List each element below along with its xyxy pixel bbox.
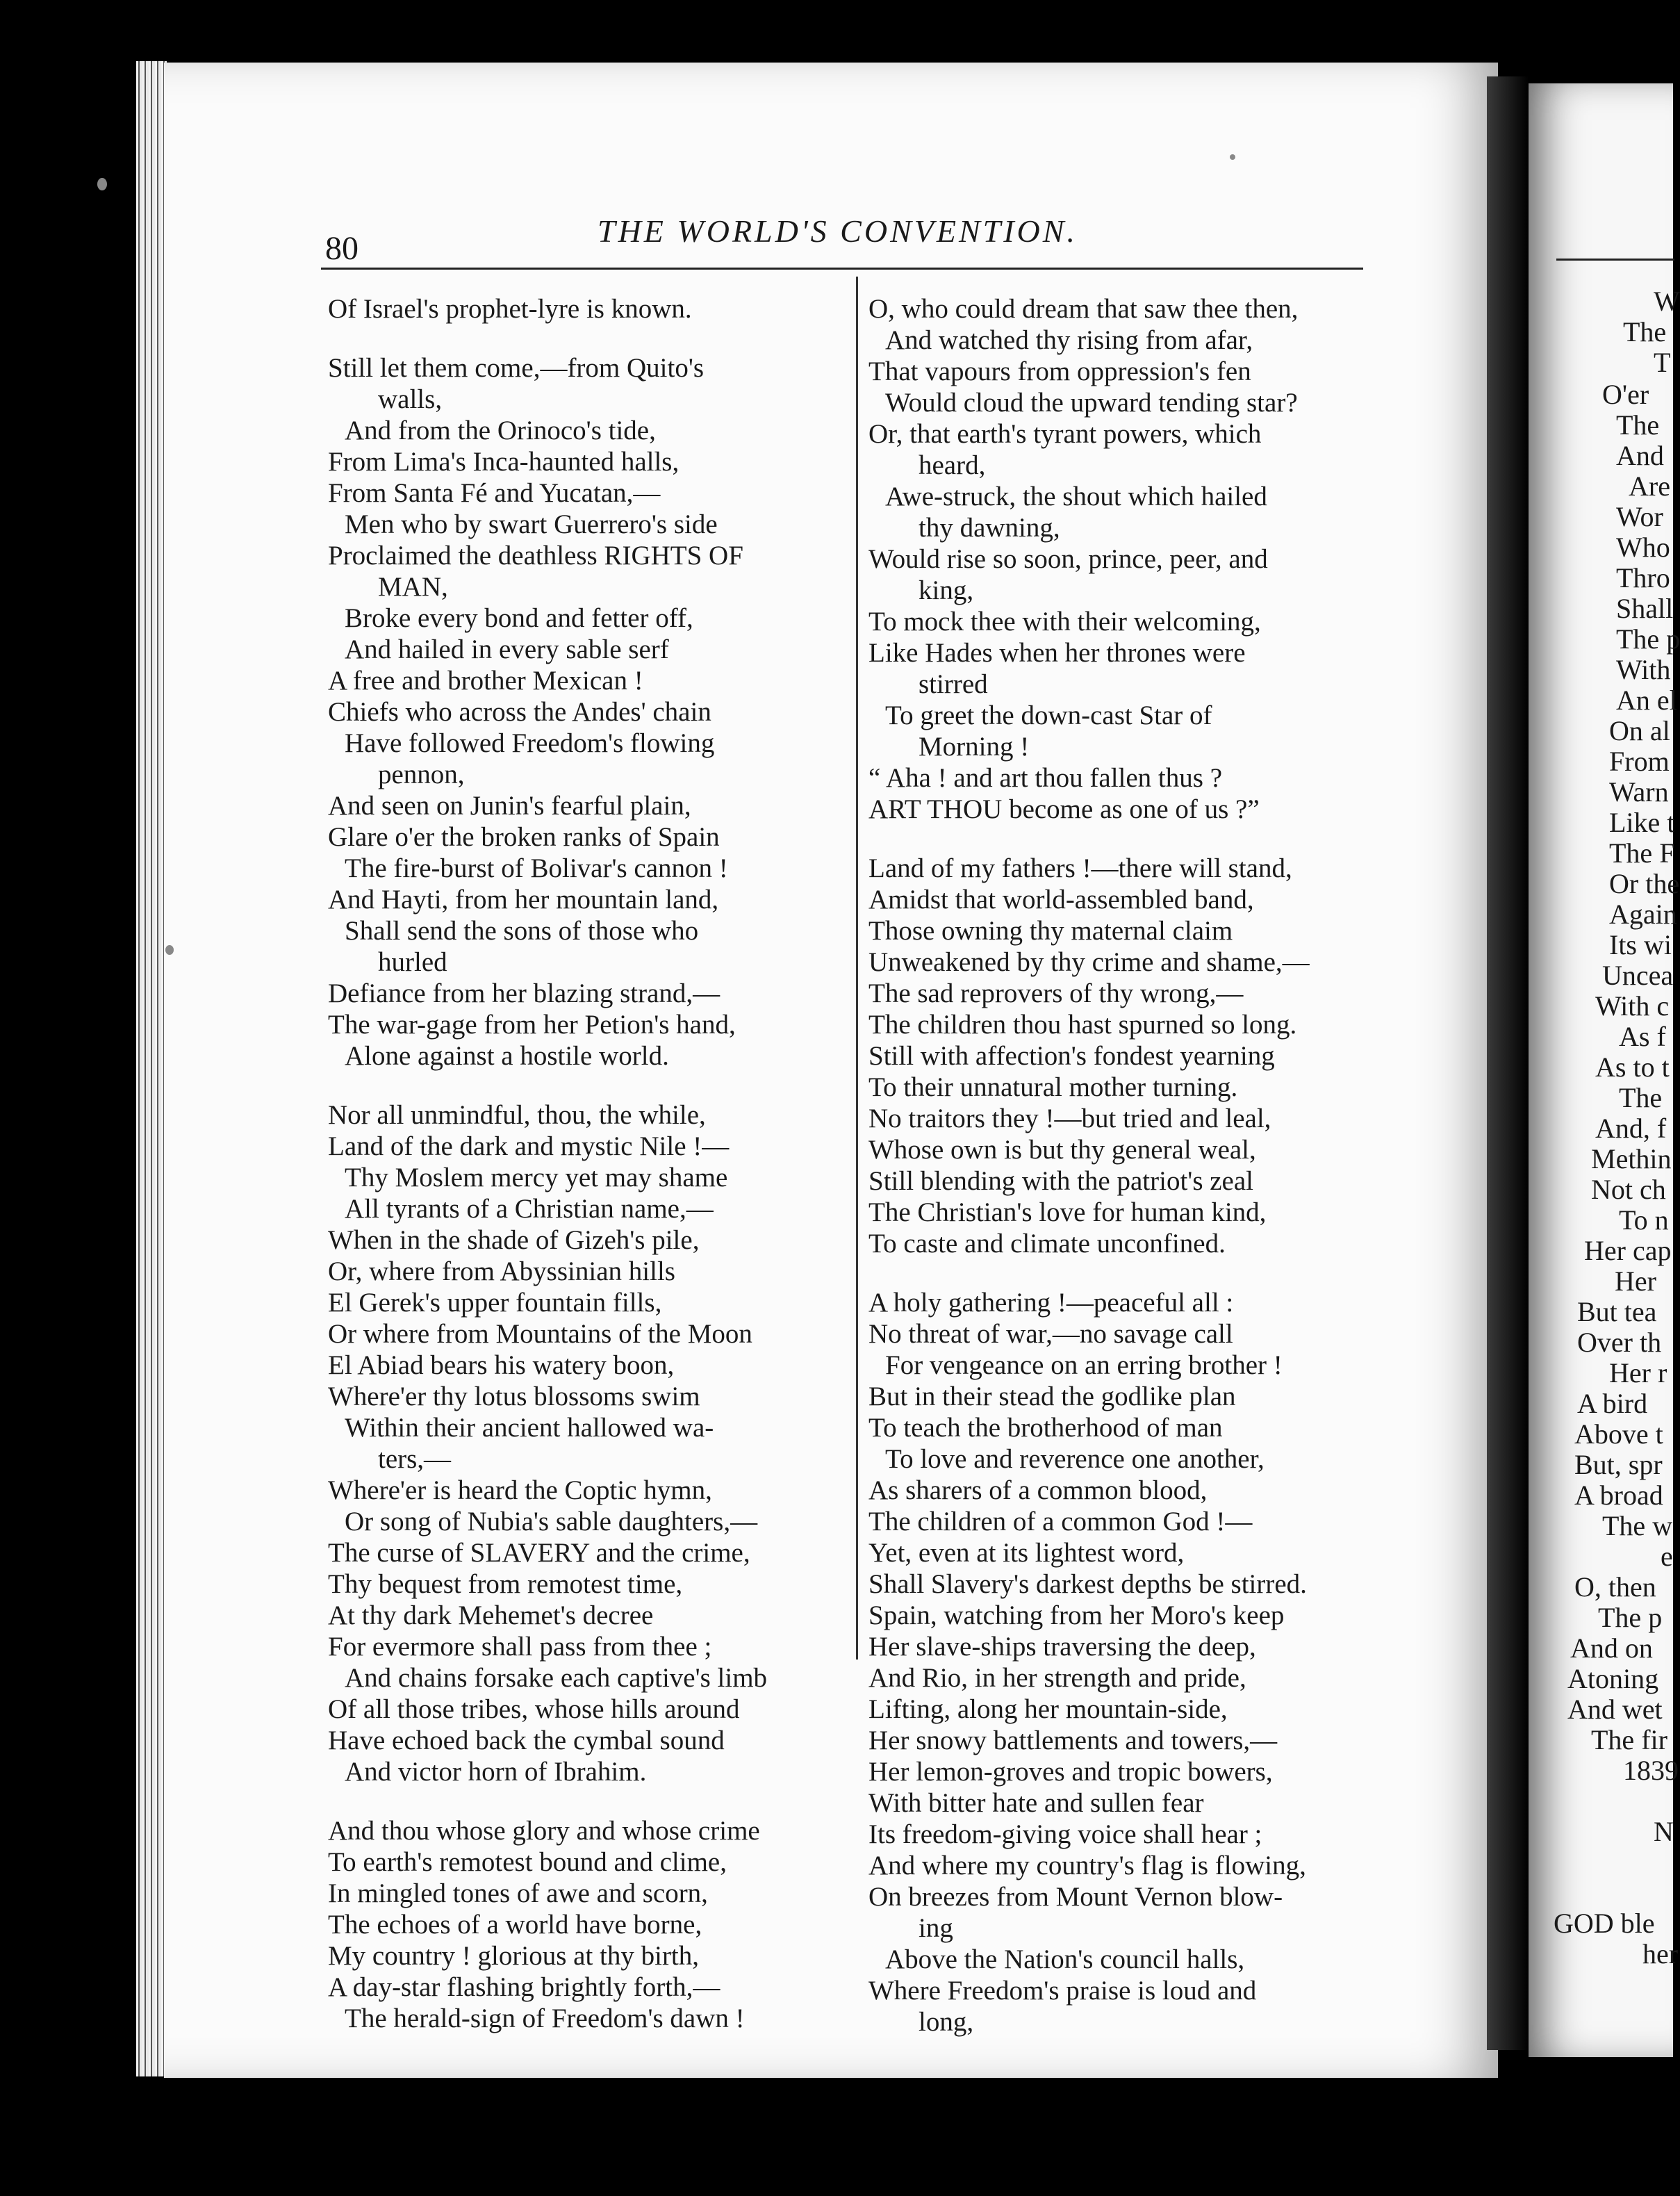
verse-line: Thy Moslem mercy yet may shame — [345, 1163, 728, 1193]
verse-line: No threat of war,—no savage call — [868, 1319, 1233, 1349]
verse-line: Whose own is but thy general weal, — [868, 1135, 1256, 1165]
right-column — [868, 293, 1410, 2038]
facing-page-fragment: GOD ble — [1554, 1908, 1655, 1939]
verse-line: Nor all unmindful, thou, the while, — [328, 1100, 706, 1130]
facing-page-fragment: And, f — [1595, 1113, 1667, 1144]
verse-line: Land of the dark and mystic Nile !— — [328, 1131, 730, 1161]
stanza-break — [328, 325, 856, 352]
verse-line: Or, that earth's tyrant powers, which — [868, 419, 1262, 449]
verse-line: “ Aha ! and art thou fallen thus ? — [868, 763, 1222, 793]
header-rule — [321, 268, 1363, 270]
verse-line: Spain, watching from her Moro's keep — [868, 1600, 1285, 1630]
verse-line: The sad reprovers of thy wrong,— — [868, 978, 1244, 1008]
verse-line: To greet the down-cast Star of — [885, 700, 1212, 730]
facing-page-fragment: Who — [1616, 532, 1670, 563]
facing-page-fragment: Methin — [1591, 1143, 1672, 1174]
facing-page-fragment: As f — [1619, 1021, 1666, 1052]
facing-page-fragment: Wor — [1616, 501, 1663, 532]
verse-line: king, — [919, 575, 974, 605]
facing-page-fragment: 1839 — [1623, 1755, 1679, 1786]
verse-line: MAN, — [378, 572, 448, 602]
facing-page-fragment: From — [1609, 746, 1670, 777]
verse-line: All tyrants of a Christian name,— — [345, 1194, 714, 1224]
verse-line: And Hayti, from her mountain land, — [328, 885, 719, 915]
verse-line: The Christian's love for human kind, — [868, 1197, 1267, 1227]
verse-line: From Lima's Inca-haunted halls, — [328, 447, 680, 477]
verse-line: The children thou hast spurned so long. — [868, 1010, 1297, 1040]
facing-page-fragment: Shall — [1616, 593, 1674, 624]
verse-line: Above the Nation's council halls, — [885, 1944, 1245, 1974]
verse-line: Amidst that world-assembled band, — [868, 885, 1254, 915]
verse-line: Her slave-ships traversing the deep, — [868, 1632, 1256, 1662]
verse-line: Or where from Mountains of the Moon — [328, 1319, 752, 1349]
verse-line: When in the shade of Gizeh's pile, — [328, 1225, 700, 1255]
facing-page-fragment: Her cap — [1584, 1235, 1672, 1266]
verse-line: The curse of SLAVERY and the crime, — [328, 1538, 750, 1568]
verse-line: And watched thy rising from afar, — [885, 325, 1253, 355]
facing-page-fragment: The p — [1598, 1602, 1663, 1633]
facing-page-fragment: O'er — [1602, 379, 1649, 410]
verse-line: A free and brother Mexican ! — [328, 666, 643, 696]
verse-line: The fire-burst of Bolivar's cannon ! — [345, 853, 728, 883]
verse-line: On breezes from Mount Vernon blow- — [868, 1882, 1283, 1912]
verse-line: El Gerek's upper fountain fills, — [328, 1288, 662, 1318]
verse-line: To mock thee with their welcoming, — [868, 607, 1261, 637]
verse-line: Morning ! — [919, 732, 1030, 762]
verse-line: To teach the brotherhood of man — [868, 1413, 1223, 1443]
verse-line: Still with affection's fondest yearning — [868, 1041, 1275, 1071]
verse-line: From Santa Fé and Yucatan,— — [328, 478, 661, 508]
verse-line: walls, — [378, 384, 443, 414]
verse-line: Still blending with the patriot's zeal — [868, 1166, 1254, 1196]
verse-line: A holy gathering !—peaceful all : — [868, 1288, 1234, 1318]
verse-line: Thy bequest from remotest time, — [328, 1569, 683, 1599]
verse-line: Have followed Freedom's flowing — [345, 728, 715, 758]
facing-page-fragment: With — [1616, 654, 1671, 685]
verse-line: And victor horn of Ibrahim. — [345, 1757, 647, 1787]
verse-line: As sharers of a common blood, — [868, 1475, 1208, 1505]
verse-line: To their unnatural mother turning. — [868, 1072, 1238, 1102]
stanza-break — [868, 1259, 1410, 1287]
verse-line: My country ! glorious at thy birth, — [328, 1941, 700, 1971]
stanza-break — [328, 1072, 856, 1099]
verse-line: Glare o'er the broken ranks of Spain — [328, 822, 720, 852]
verse-line: That vapours from oppression's fen — [868, 357, 1251, 386]
verse-line: Or song of Nubia's sable daughters,— — [345, 1507, 758, 1537]
left-column — [328, 293, 856, 2034]
facing-page-fragment: W — [1654, 286, 1680, 317]
verse-line: Chiefs who across the Andes' chain — [328, 697, 711, 727]
facing-page-fragment: The — [1619, 1082, 1663, 1113]
verse-line: Lifting, along her mountain-side, — [868, 1694, 1228, 1724]
verse-line: For vengeance on an erring brother ! — [885, 1350, 1283, 1380]
facing-page-fragment: The — [1623, 316, 1667, 347]
facing-page-fragment: With c — [1595, 990, 1670, 1022]
facing-page-fragment: Atoning — [1567, 1663, 1659, 1694]
facing-page-fragment: Are — [1629, 470, 1670, 502]
verse-line: Shall Slavery's darkest depths be stirred. — [868, 1569, 1307, 1599]
facing-page-fragment: To n — [1619, 1204, 1669, 1236]
facing-page-fragment: e — [1661, 1541, 1673, 1572]
verse-line: To earth's remotest bound and clime, — [328, 1847, 727, 1877]
verse-line: Unweakened by thy crime and shame,— — [868, 947, 1310, 977]
verse-line: stirred — [919, 669, 988, 699]
stanza-break — [328, 1787, 856, 1815]
verse-line: And thou whose glory and whose crime — [328, 1816, 760, 1846]
facing-page-fragment: Its wi — [1609, 929, 1672, 960]
facing-page-fragment: On al — [1609, 715, 1670, 746]
verse-line: O, who could dream that saw thee then, — [868, 294, 1299, 324]
facing-page-fragment: Uncea — [1602, 960, 1674, 991]
ink-speck — [97, 178, 107, 190]
facing-page-fragment: But tea — [1577, 1296, 1657, 1327]
verse-line: Have echoed back the cymbal sound — [328, 1726, 725, 1755]
facing-page-fragment: The F — [1609, 837, 1675, 869]
verse-line: hurled — [378, 947, 447, 977]
facing-page-fragment: The — [1616, 409, 1660, 441]
column-rule — [856, 277, 858, 1660]
verse-line: The herald-sign of Freedom's dawn ! — [345, 2004, 745, 2033]
facing-page-fragment: The p — [1616, 623, 1680, 655]
verse-line: pennon, — [378, 760, 465, 789]
facing-page-fragment: Her — [1615, 1265, 1656, 1297]
verse-line: And from the Orinoco's tide, — [345, 416, 656, 445]
ink-speck — [1230, 154, 1235, 160]
verse-line: heard, — [919, 450, 986, 480]
verse-line: Those owning thy maternal claim — [868, 916, 1233, 946]
book-gutter — [1487, 76, 1529, 2050]
verse-line: And hailed in every sable serf — [345, 634, 669, 664]
facing-head-rule — [1556, 259, 1674, 261]
facing-page-fragment: Above t — [1574, 1418, 1663, 1450]
verse-line: thy dawning, — [919, 513, 1060, 543]
facing-page-fragment: Warn — [1609, 776, 1669, 808]
facing-page-fragment: O, then — [1574, 1571, 1656, 1603]
verse-line: Where'er is heard the Coptic hymn, — [328, 1475, 712, 1505]
verse-line: Shall send the sons of those who — [345, 916, 699, 946]
facing-page-fragment: her — [1642, 1938, 1679, 1969]
verse-line: And Rio, in her strength and pride, — [868, 1663, 1246, 1693]
verse-line: The children of a common God !— — [868, 1507, 1253, 1537]
verse-line: Proclaimed the deathless RIGHTS OF — [328, 541, 743, 571]
verse-line: Awe-struck, the shout which hailed — [885, 482, 1267, 511]
verse-line: And seen on Junin's fearful plain, — [328, 791, 691, 821]
verse-line: El Abiad bears his watery boon, — [328, 1350, 675, 1380]
page-number: 80 — [325, 230, 359, 267]
facing-page-fragment: N — [1654, 1816, 1674, 1847]
verse-line: Would rise so soon, prince, peer, and — [868, 544, 1268, 574]
verse-line: A day-star flashing brightly forth,— — [328, 1972, 720, 2002]
verse-line: Men who by swart Guerrero's side — [345, 509, 718, 539]
verse-line: Its freedom-giving voice shall hear ; — [868, 1819, 1262, 1849]
ink-speck — [165, 945, 174, 955]
facing-page-fragment: Not ch — [1591, 1174, 1666, 1205]
facing-page-fragment: Like t — [1609, 807, 1675, 838]
verse-line: For evermore shall pass from thee ; — [328, 1632, 712, 1662]
facing-page-fragment: Her r — [1609, 1357, 1667, 1388]
verse-line: ART THOU become as one of us ?” — [868, 794, 1260, 824]
verse-line: Land of my fathers !—there will stand, — [868, 853, 1292, 883]
verse-line: Broke every bond and fetter off, — [345, 603, 693, 633]
verse-line: At thy dark Mehemet's decree — [328, 1600, 654, 1630]
verse-line: Within their ancient hallowed wa- — [345, 1413, 714, 1443]
verse-line: Like Hades when her thrones were — [868, 638, 1246, 668]
facing-page-fragment: The w — [1602, 1510, 1673, 1541]
verse-line: Where'er thy lotus blossoms swim — [328, 1382, 700, 1411]
running-head: THE WORLD'S CONVENTION. — [598, 213, 1078, 249]
verse-line: In mingled tones of awe and scorn, — [328, 1878, 708, 1908]
verse-line: ing — [919, 1913, 953, 1943]
verse-line: And where my country's flag is flowing, — [868, 1851, 1306, 1880]
verse-line: long, — [919, 2007, 974, 2037]
facing-page-fragment: An el — [1616, 685, 1677, 716]
verse-line: To love and reverence one another, — [885, 1444, 1265, 1474]
facing-page-fragment: T — [1654, 347, 1671, 378]
facing-page-fragment: But, spr — [1574, 1449, 1663, 1480]
verse-line: Of Israel's prophet-lyre is known. — [328, 294, 692, 324]
facing-page-fragment: As to t — [1595, 1051, 1670, 1083]
verse-line: Still let them come,—from Quito's — [328, 353, 705, 383]
verse-line: Her snowy battlements and towers,— — [868, 1726, 1278, 1755]
verse-line: ters,— — [378, 1444, 452, 1474]
verse-line: Her lemon-groves and tropic bowers, — [868, 1757, 1273, 1787]
facing-page-fragment: And on — [1570, 1632, 1653, 1664]
facing-page-fragment: Again — [1609, 899, 1677, 930]
verse-line: The echoes of a world have borne, — [328, 1910, 702, 1940]
verse-line: With bitter hate and sullen fear — [868, 1788, 1204, 1818]
facing-page-fragment: Or the — [1609, 868, 1680, 899]
verse-line: Where Freedom's praise is loud and — [868, 1976, 1257, 2006]
verse-line: Would cloud the upward tending star? — [885, 388, 1298, 418]
facing-page-fragment: Over th — [1577, 1327, 1662, 1358]
facing-page-fragment: A broad — [1574, 1480, 1663, 1511]
verse-line: But in their stead the godlike plan — [868, 1382, 1236, 1411]
verse-line: Of all those tribes, whose hills around — [328, 1694, 740, 1724]
facing-page-fragment: And — [1616, 440, 1664, 471]
facing-page-fragment: A bird — [1577, 1388, 1648, 1419]
verse-line: Alone against a hostile world. — [345, 1041, 669, 1071]
verse-line: Or, where from Abyssinian hills — [328, 1256, 675, 1286]
facing-page-fragment: The fir — [1591, 1724, 1667, 1755]
stanza-break — [868, 825, 1410, 853]
page-edges — [136, 61, 167, 2076]
facing-page-fragment: Thro — [1616, 562, 1670, 593]
verse-line: The war-gage from her Petion's hand, — [328, 1010, 736, 1040]
facing-page-fragment: And wet — [1567, 1694, 1663, 1725]
verse-line: To caste and climate unconfined. — [868, 1229, 1226, 1259]
verse-line: And chains forsake each captive's limb — [345, 1663, 768, 1693]
verse-line: Yet, even at its lightest word, — [868, 1538, 1185, 1568]
verse-line: Defiance from her blazing strand,— — [328, 978, 720, 1008]
verse-line: No traitors they !—but tried and leal, — [868, 1104, 1271, 1133]
